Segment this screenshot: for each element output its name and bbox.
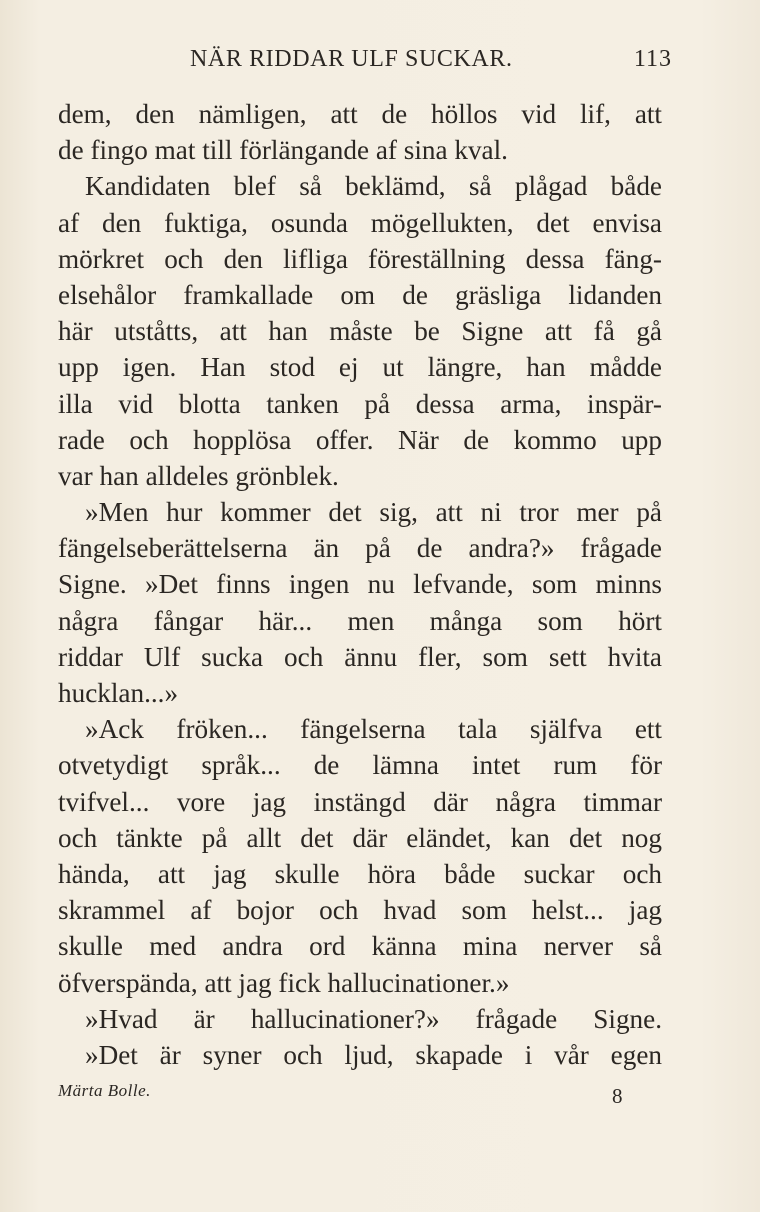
text-line: skulle med andra ord känna mina nerver så bbox=[58, 931, 662, 962]
text-line: Signe. »Det finns ingen nu lefvande, som minns bbox=[58, 569, 662, 600]
text-line: otvetydigt språk... de lämna intet rum för bbox=[58, 750, 662, 781]
running-head bbox=[190, 46, 690, 82]
body-text bbox=[58, 96, 662, 1073]
text-line: skrammel af bojor och hvad som helst... jag bbox=[58, 895, 662, 926]
text-line: öfverspända, att jag fick hallucinationer.» bbox=[58, 967, 510, 998]
text-line: af den fuktiga, osunda mögellukten, det envisa bbox=[58, 207, 662, 238]
sheet-mark: 8 bbox=[612, 1084, 623, 1108]
text-line: elsehålor framkallade om de gräsliga lidanden bbox=[58, 279, 662, 310]
text-line: tvifvel... vore jag instängd där några timmar bbox=[58, 786, 662, 817]
text-line: upp igen. Han stod ej ut längre, han mådde bbox=[58, 352, 662, 383]
text-line: riddar Ulf sucka och ännu fler, som sett hvita bbox=[58, 641, 662, 672]
text-line: »Ack fröken... fängelserna tala själfva ett bbox=[85, 714, 662, 745]
text-line: illa vid blotta tanken på dessa arma, inspär- bbox=[58, 388, 662, 419]
text-line: här utståtts, att han måste be Signe att få gå bbox=[58, 316, 662, 347]
text-line: Kandidaten blef så beklämd, så plågad både bbox=[85, 171, 662, 202]
running-title: NÄR RIDDAR ULF SUCKAR. bbox=[190, 46, 513, 72]
text-line: »Det är syner och ljud, skapade i vår egen bbox=[85, 1039, 662, 1070]
page-number: 113 bbox=[633, 46, 672, 72]
text-line: »Hvad är hallucinationer?» frågade Signe. bbox=[85, 1003, 662, 1034]
text-line: några fångar här... men många som hört bbox=[58, 605, 662, 636]
text-line: hucklan...» bbox=[58, 678, 179, 708]
text-line: dem, den nämligen, att de höllos vid lif, att bbox=[58, 99, 662, 129]
text-line: fängelseberättelserna än på de andra?» frågade bbox=[58, 533, 662, 564]
text-line: rade och hopplösa offer. När de kommo upp bbox=[58, 424, 662, 455]
text-line: mörkret och den lifliga föreställning dessa fäng- bbox=[58, 243, 662, 274]
text-line: »Men hur kommer det sig, att ni tror mer på bbox=[85, 497, 662, 528]
text-line: hända, att jag skulle höra både suckar och bbox=[58, 858, 662, 889]
text-line: var han alldeles grönblek. bbox=[58, 460, 339, 491]
text-line: de fingo mat till förlängande af sina kval. bbox=[58, 135, 508, 166]
printer-signature: Märta Bolle. bbox=[58, 1081, 151, 1100]
text-line: och tänkte på allt det där eländet, kan det nog bbox=[58, 822, 662, 853]
